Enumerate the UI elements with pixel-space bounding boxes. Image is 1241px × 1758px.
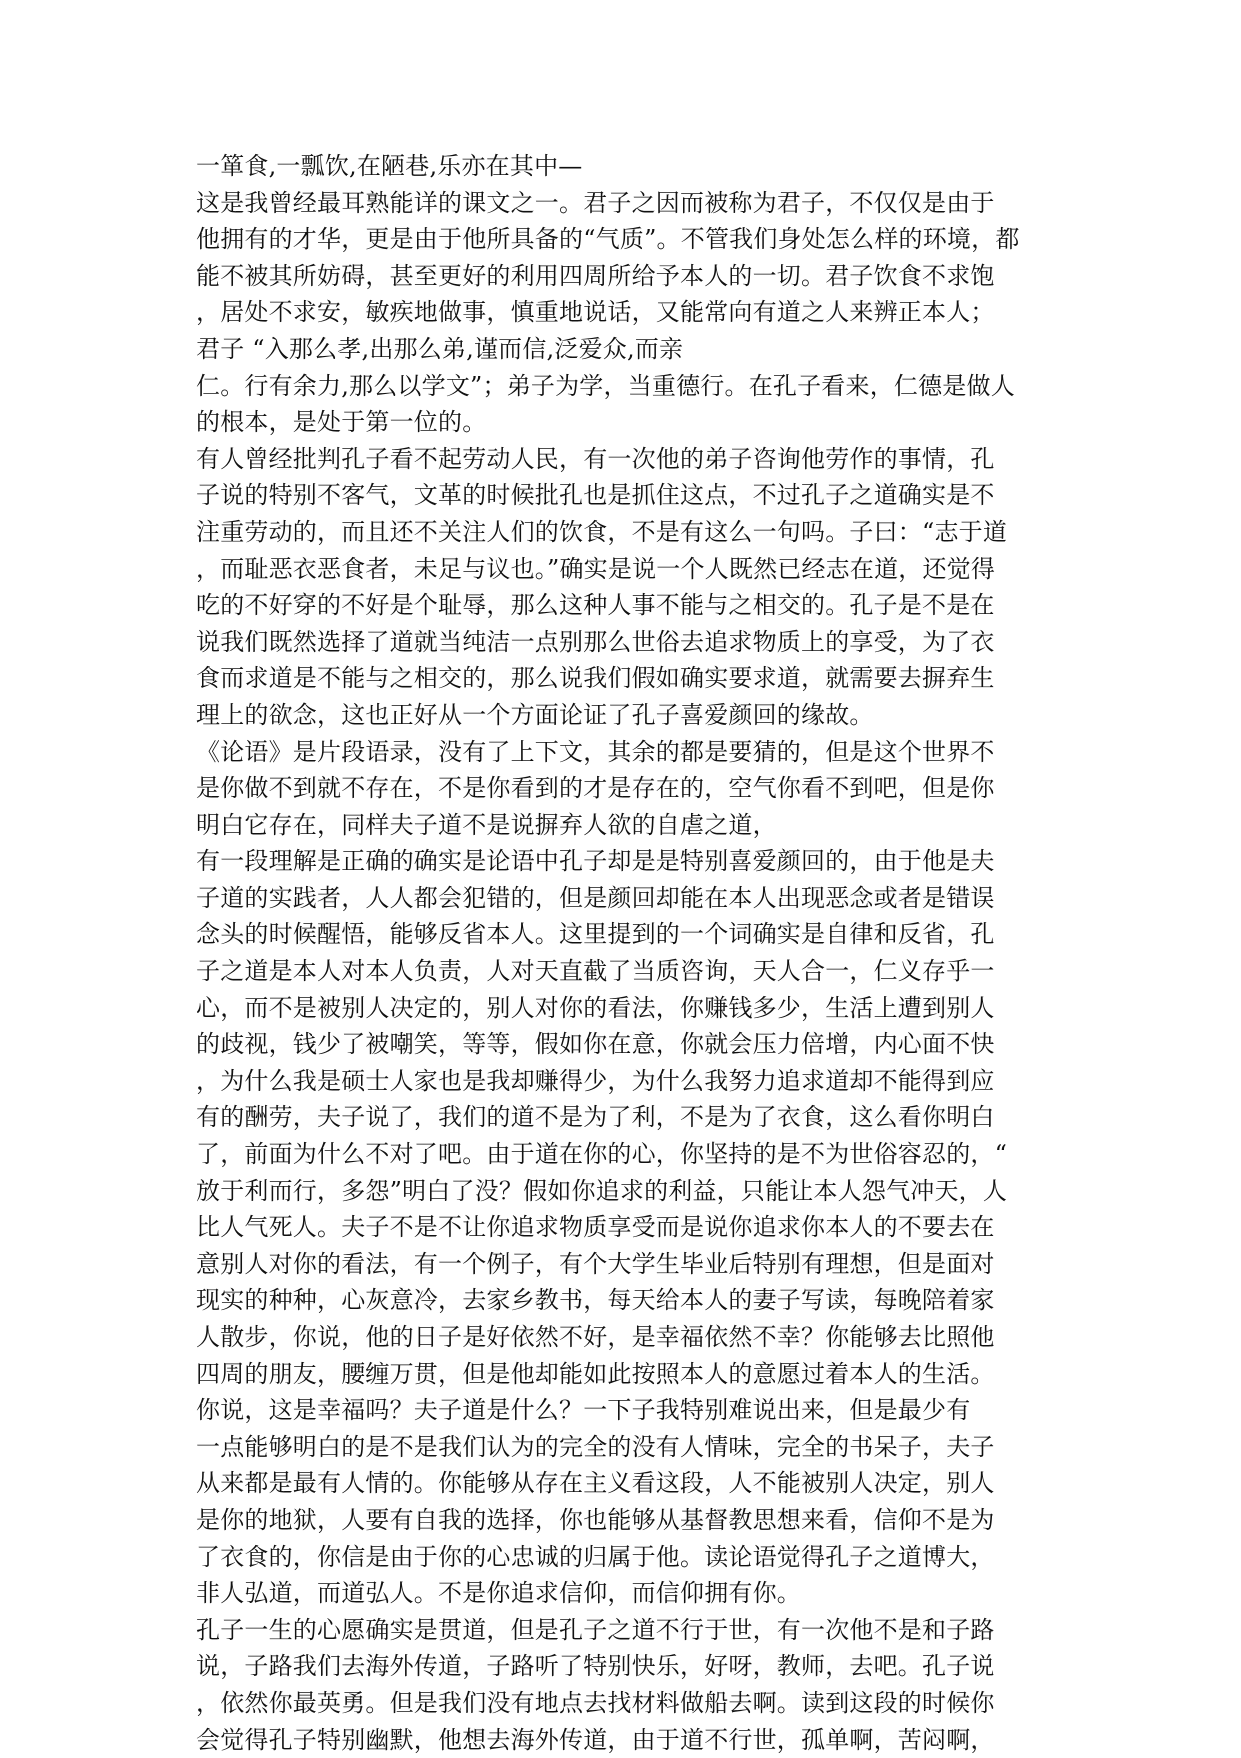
text-line: 这是我曾经最耳熟能详的课文之一。君子之因而被称为君子，不仅仅是由于 [196,188,995,217]
text-line: 《论语》是片段语录，没有了上下文，其余的都是要猜的，但是这个世界不 [196,737,995,766]
text-line: 比人气死人。夫子不是不让你追求物质享受而是说你追求你本人的不要去在 [196,1213,995,1242]
text-line: 孔子一生的心愿确实是贯道，但是孔子之道不行于世，有一次他不是和子路 [196,1615,995,1644]
text-line: 注重劳动的，而且还不关注人们的饮食，不是有这么一句吗。子曰：“志于道 [196,517,1008,546]
text-line: 仁。行有余力,那么以学文”；弟子为学，当重德行。在孔子看来，仁德是做人 [196,371,1015,400]
text-line: 放于利而行，多怨”明白了没？假如你追求的利益，只能让本人怨气冲天，人 [196,1176,1008,1205]
text-line: 四周的朋友，腰缠万贯，但是他却能如此按照本人的意愿过着本人的生活。 [196,1359,995,1388]
text-line: 了衣食的，你信是由于你的心忠诚的归属于他。读论语觉得孔子之道博大， [196,1542,995,1571]
text-line: 的歧视，钱少了被嘲笑，等等，假如你在意，你就会压力倍增，内心面不快 [196,1030,995,1059]
text-line: 人散步，你说，他的日子是好依然不好，是幸福依然不幸？你能够去比照他 [196,1323,995,1351]
text-line: ，为什么我是硕士人家也是我却赚得少，为什么我努力追求道却不能得到应 [196,1066,995,1095]
text-line: 理上的欲念，这也正好从一个方面论证了孔子喜爱颜回的缘故。 [196,700,874,729]
text-line: ，而耻恶衣恶食者，未足与议也。”确实是说一个人既然已经志在道，还觉得 [196,554,996,583]
text-line: 非人弘道，而道弘人。不是你追求信仰，而信仰拥有你。 [196,1579,801,1608]
text-line: 吃的不好穿的不好是个耻辱，那么这种人事不能与之相交的。孔子是不是在 [196,591,995,620]
text-line: 有一段理解是正确的确实是论语中孔子却是是特别喜爱颜回的，由于他是夫 [196,847,995,876]
text-line: 了，前面为什么不对了吧。由于道在你的心，你坚持的是不为世俗容忍的，“ [196,1140,1008,1169]
text-line: 子之道是本人对本人负责，人对天直截了当质咨询，天人合一，仁义存乎一 [196,957,995,986]
text-line: 有人曾经批判孔子看不起劳动人民，有一次他的弟子咨询他劳作的事情，孔 [196,444,995,473]
text-line: ，依然你最英勇。但是我们没有地点去找材料做船去啊。读到这段的时候你 [196,1688,995,1717]
text-line: 心，而不是被别人决定的，别人对你的看法，你赚钱多少，生活上遭到别人 [196,993,995,1022]
text-line: 说我们既然选择了道就当纯洁一点别那么世俗去追求物质上的享受，为了衣 [196,627,995,656]
text-line: ，居处不求安，敏疾地做事，慎重地说话，又能常向有道之人来辨正本人； [196,298,995,327]
text-line: 说，子路我们去海外传道，子路听了特别快乐，好呀，教师，去吧。孔子说 [196,1652,995,1681]
text-line: 意别人对你的看法，有一个例子，有个大学生毕业后特别有理想，但是面对 [196,1249,995,1278]
text-line: 念头的时候醒悟，能够反省本人。这里提到的一个词确实是自律和反省，孔 [196,920,995,949]
text-line: 有的酬劳，夫子说了，我们的道不是为了利，不是为了衣食，这么看你明白 [196,1103,995,1132]
text-line: 明白它存在，同样夫子道不是说摒弃人欲的自虐之道， [196,810,777,839]
text-line: 食而求道是不能与之相交的，那么说我们假如确实要求道，就需要去摒弃生 [196,664,995,693]
text-line: 是你的地狱，人要有自我的选择，你也能够从基督教思想来看，信仰不是为 [196,1505,995,1534]
text-line: 子说的特别不客气，文革的时候批孔也是抓住这点，不过孔子之道确实是不 [196,481,995,510]
text-line: 一箪食,一瓢饮,在陋巷,乐亦在其中— [196,152,583,180]
body-text [196,148,1076,1758]
text-line: 能不被其所妨碍，甚至更好的利用四周所给予本人的一切。君子饮食不求饱 [196,261,995,290]
text-line: 他拥有的才华，更是由于他所具备的“气质”。不管我们身处怎么样的环境，都 [196,225,1020,254]
text-line: 从来都是最有人情的。你能够从存在主义看这段，人不能被别人决定，别人 [196,1469,995,1498]
text-line: 一点能够明白的是不是我们认为的完全的没有人情味，完全的书呆子，夫子 [196,1432,995,1461]
text-line: 君子 “入那么孝,出那么弟,谨而信,泛爱众,而亲 [196,334,684,363]
text-line: 子道的实践者，人人都会犯错的，但是颜回却能在本人出现恶念或者是错误 [196,883,995,912]
text-line: 会觉得孔子特别幽默，他想去海外传道，由于道不行世，孤单啊，苦闷啊， [196,1725,995,1754]
text-line: 你说，这是幸福吗？夫子道是什么？一下子我特别难说出来，但是最少有 [196,1396,971,1425]
text-line: 的根本，是处于第一位的。 [196,408,487,437]
text-line: 现实的种种，心灰意冷，去家乡教书，每天给本人的妻子写读，每晚陪着家 [196,1286,995,1315]
text-line: 是你做不到就不存在，不是你看到的才是存在的，空气你看不到吧，但是你 [196,774,995,803]
